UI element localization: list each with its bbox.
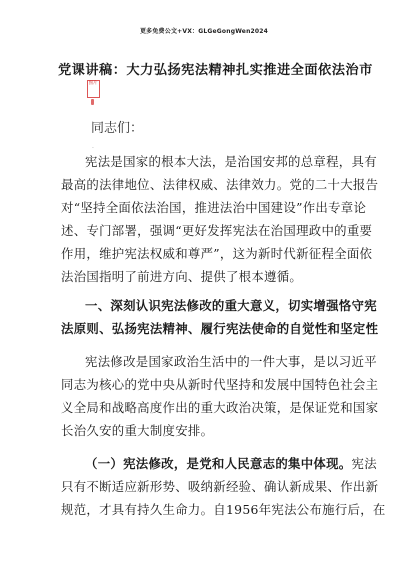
bullet-mark: · bbox=[92, 145, 94, 152]
paragraph-line: 对“坚持全面依法治国，推进法治中国建设”作出专章论 bbox=[61, 200, 367, 215]
paragraph-line: 长治久安的重大制度安排。 bbox=[61, 423, 214, 438]
paragraph-line: 宪法修改是国家政治生活中的一件大事，是以习近平 bbox=[85, 354, 377, 369]
broken-image-icon bbox=[87, 80, 100, 107]
paragraph-line: 作用，维护宪法权威和尊严”，这为新时代新征程全面依 bbox=[61, 246, 373, 261]
greeting: 同志们： bbox=[91, 121, 144, 136]
image-caption: 图片 bbox=[88, 81, 98, 86]
subheading-text: （一）宪法修改，是党和人民意志的集中体现。 bbox=[85, 456, 352, 471]
document-title: 党课讲稿：大力弘扬宪法精神扎实推进全面依法治市 bbox=[58, 63, 373, 78]
paragraph-line: 述、专门部署，强调“更好发挥宪法在治国理政中的重要 bbox=[61, 223, 373, 238]
section-heading-line: 法原则、弘扬宪法精神、履行宪法使命的自觉性和坚定性 bbox=[61, 321, 379, 336]
section-heading-line: 一、深刻认识宪法修改的重大意义，切实增强恪守宪 bbox=[85, 298, 377, 313]
paragraph-line: 规范，才具有持久生命力。自1956年宪法公布施行后，在 bbox=[61, 502, 386, 517]
paragraph-line: 义全局和战略高度作出的重大政治决策，是保证党和国家 bbox=[61, 400, 379, 415]
paragraph-line: 宪法是国家的根本大法，是治国安邦的总章程，具有 bbox=[85, 154, 377, 169]
paragraph-line: 只有不断适应新形势、吸纳新经验、确认新成果、作出新 bbox=[61, 479, 379, 494]
subheading-rest: 宪法 bbox=[351, 456, 377, 471]
paragraph-line: 最高的法律地位、法律权威、法律效力。党的二十大报告 bbox=[61, 177, 379, 192]
image-marker bbox=[91, 99, 94, 105]
subheading-line bbox=[85, 455, 377, 473]
paragraph-line: 法治国指明了前进方向、提供了根本遵循。 bbox=[61, 269, 303, 284]
watermark-text: 更多免费公文+VX：GLGeGongWen2024 bbox=[139, 28, 269, 35]
paragraph-line: 同志为核心的党中央从新时代坚持和发展中国特色社会主 bbox=[61, 377, 379, 392]
